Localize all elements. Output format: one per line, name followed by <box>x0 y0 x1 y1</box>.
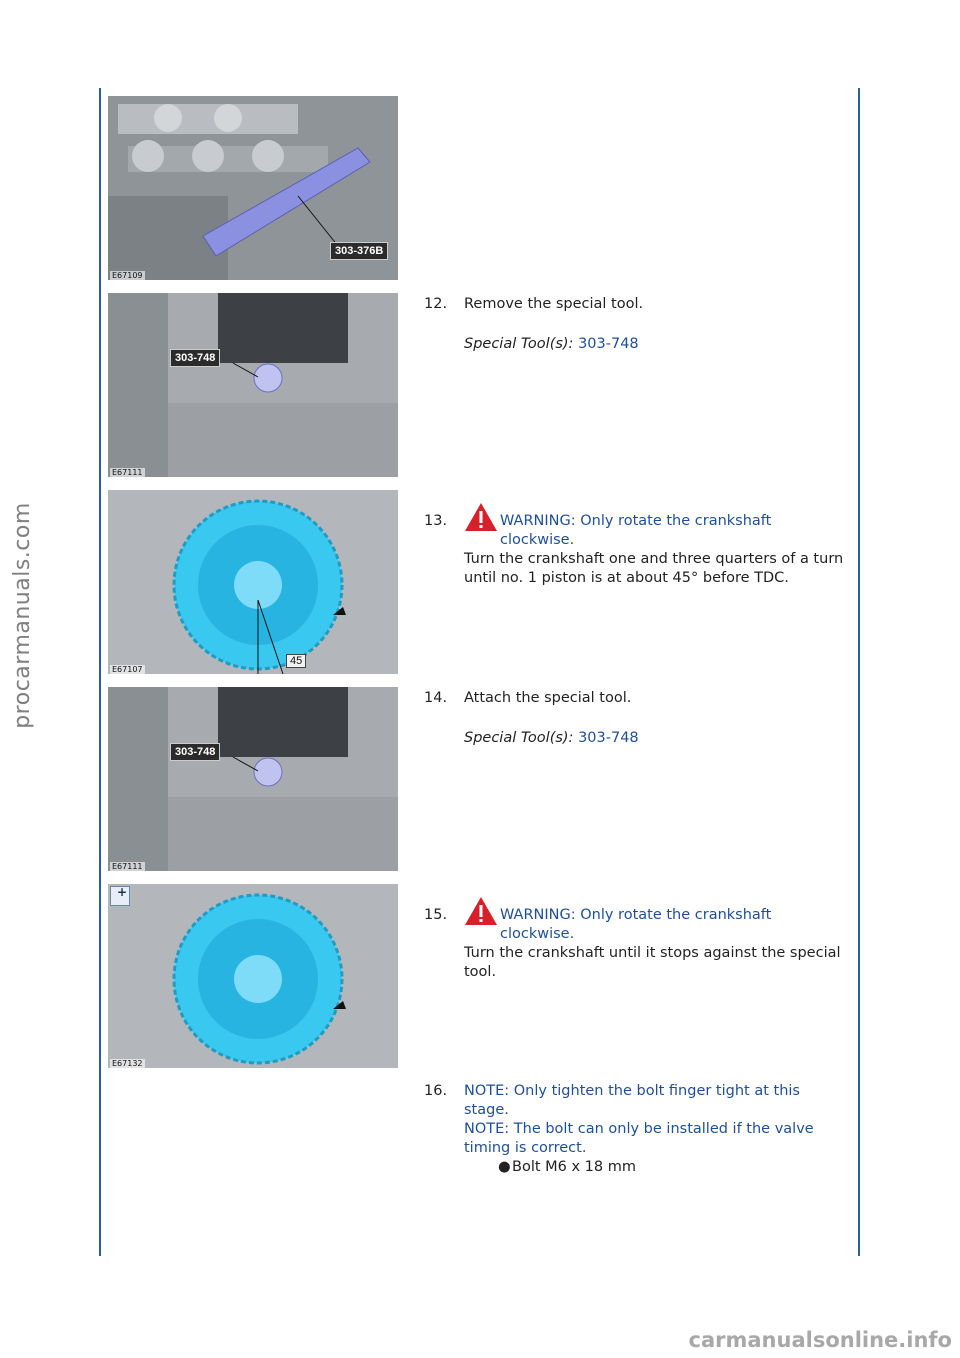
step-text: Attach the special tool. <box>464 690 632 706</box>
warning-text: WARNING: Only rotate the crankshaft clockwise. <box>500 907 772 942</box>
tool-label: 303-748 <box>170 349 220 367</box>
figure-code: E67107 <box>112 665 143 674</box>
step-number: 15. <box>424 907 448 923</box>
step-number: 16. <box>424 1083 448 1099</box>
figure-crankshaft-45[interactable] <box>108 490 398 674</box>
warning-text: WARNING: Only rotate the crankshaft clockwise. <box>500 513 772 548</box>
bullet-text: Bolt M6 x 18 mm <box>512 1159 636 1175</box>
right-page-rule <box>858 88 860 1256</box>
figure-attach-tool[interactable] <box>108 687 398 871</box>
step-text: Remove the special tool. <box>464 296 644 312</box>
side-watermark: procarmanuals.com <box>9 501 35 729</box>
note-text: NOTE: The bolt can only be installed if the valve timing is correct. <box>464 1121 814 1156</box>
figure-code: E67132 <box>112 1059 143 1068</box>
figure-camshaft-tool[interactable] <box>108 96 398 280</box>
warning-icon <box>464 502 498 532</box>
engine-block-illustration <box>108 293 398 477</box>
tool-label: 303-748 <box>170 743 220 761</box>
special-tool-prefix: Special Tool(s): <box>464 730 574 746</box>
figure-remove-tool[interactable] <box>108 293 398 477</box>
step-number: 13. <box>424 513 448 529</box>
zoom-icon[interactable] <box>110 886 130 906</box>
figure-code: E67111 <box>112 862 143 871</box>
special-tool-prefix: Special Tool(s): <box>464 336 574 352</box>
crankshaft-pulley-illustration <box>108 884 398 1068</box>
figure-crankshaft-stop[interactable] <box>108 884 398 1068</box>
special-tool-link[interactable]: 303-748 <box>578 336 639 352</box>
figure-code: E67111 <box>112 468 143 477</box>
warning-icon <box>464 896 498 926</box>
special-tool-link[interactable]: 303-748 <box>578 730 639 746</box>
footer-watermark: carmanualsonline.info <box>688 1328 952 1352</box>
figure-code: E67109 <box>112 271 143 280</box>
crankshaft-pulley-illustration <box>108 490 398 674</box>
tool-label: 303-376B <box>330 242 388 260</box>
step-text: Turn the crankshaft until it stops against the special tool. <box>464 945 841 980</box>
bullet-icon: ● <box>498 1159 511 1175</box>
step-text: Turn the crankshaft one and three quarters of a turn until no. 1 piston is at about 45° before TDC. <box>464 551 844 586</box>
left-page-rule <box>99 88 101 1256</box>
note-text: NOTE: Only tighten the bolt finger tight at this stage. <box>464 1083 800 1118</box>
step-number: 12. <box>424 296 448 312</box>
angle-label: 45 <box>286 654 306 668</box>
engine-block-illustration <box>108 687 398 871</box>
step-number: 14. <box>424 690 448 706</box>
